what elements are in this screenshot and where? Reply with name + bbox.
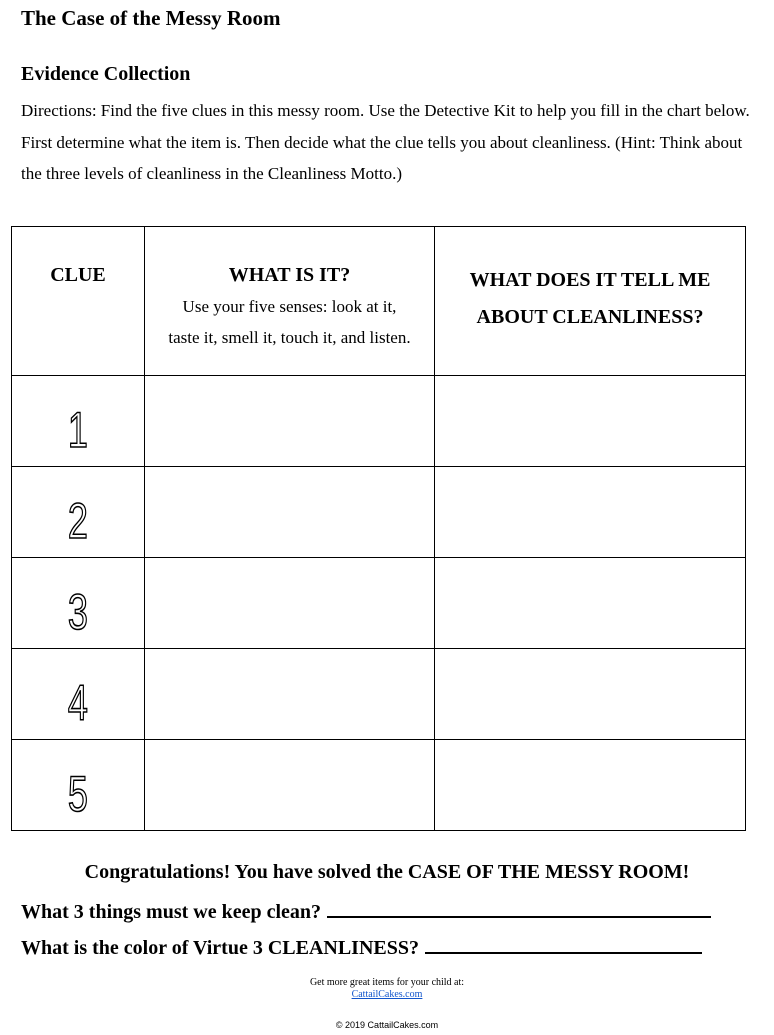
what-is-it-answer-cell[interactable]	[145, 467, 435, 558]
directions-text: Directions: Find the five clues in this messy room. Use the Detective Kit to help you fill in the chart below. First determine what the item is. Then decide what the clue tells you about cleanliness. (Hint: Think about the three levels of cleanliness in the Cleanliness Motto.)	[21, 101, 750, 183]
cleanliness-column-header	[435, 227, 746, 376]
what-is-it-answer-cell[interactable]	[145, 376, 435, 467]
cleanliness-header-line-2: ABOUT CLEANLINESS?	[476, 306, 704, 328]
senses-hint-line-2: taste it, smell it, touch it, and listen.	[168, 328, 411, 347]
answer-blank-keep-clean[interactable]	[327, 898, 711, 918]
cleanliness-answer-cell[interactable]	[435, 740, 746, 831]
cleanliness-header-line-1: WHAT DOES IT TELL ME	[469, 269, 711, 291]
cattailcakes-link[interactable]: CattailCakes.com	[351, 989, 423, 1000]
cleanliness-answer-cell[interactable]	[435, 467, 746, 558]
what-is-it-answer-cell[interactable]	[145, 649, 435, 740]
clue-column-header	[12, 227, 145, 376]
question-virtue-color-label: What is the color of Virtue 3 CLEANLINESS?	[21, 937, 419, 959]
evidence-table	[11, 226, 746, 831]
question-keep-clean-label: What 3 things must we keep clean?	[21, 901, 322, 923]
footer-link-wrapper	[0, 989, 774, 1000]
clue-number-cell	[12, 649, 145, 740]
clue-number-cell	[12, 740, 145, 831]
clue-number: 4	[67, 675, 89, 731]
senses-hint-line-1: Use your five senses: look at it,	[182, 297, 397, 316]
congratulations-text: Congratulations! You have solved the CASE OF THE MESSY ROOM!	[84, 861, 690, 883]
cleanliness-answer-cell[interactable]	[435, 376, 746, 467]
footer-note: Get more great items for your child at:	[309, 977, 465, 988]
what-is-it-column-header	[145, 227, 435, 376]
page-title: The Case of the Messy Room	[21, 6, 281, 30]
clue-header-label: CLUE	[50, 264, 106, 286]
what-is-it-answer-cell[interactable]	[145, 740, 435, 831]
copyright-text: © 2019 CattailCakes.com	[335, 1020, 439, 1030]
cleanliness-answer-cell[interactable]	[435, 649, 746, 740]
clue-number-cell	[12, 467, 145, 558]
clue-number: 1	[67, 402, 89, 458]
section-heading: Evidence Collection	[21, 63, 191, 85]
table-row	[12, 649, 746, 740]
table-row	[12, 467, 746, 558]
cleanliness-answer-cell[interactable]	[435, 558, 746, 649]
table-row	[12, 740, 746, 831]
clue-number: 2	[67, 493, 89, 549]
question-virtue-color	[21, 934, 702, 960]
clue-number-cell	[12, 558, 145, 649]
table-row	[12, 558, 746, 649]
question-keep-clean	[21, 898, 711, 924]
what-is-it-answer-cell[interactable]	[145, 558, 435, 649]
table-header-row	[12, 227, 746, 376]
clue-number-cell	[12, 376, 145, 467]
answer-blank-virtue-color[interactable]	[425, 934, 702, 954]
what-is-it-label: WHAT IS IT?	[228, 264, 351, 286]
clue-number: 5	[67, 766, 89, 822]
table-row	[12, 376, 746, 467]
clue-number: 3	[67, 584, 89, 640]
cleanliness-header-label	[435, 262, 745, 336]
